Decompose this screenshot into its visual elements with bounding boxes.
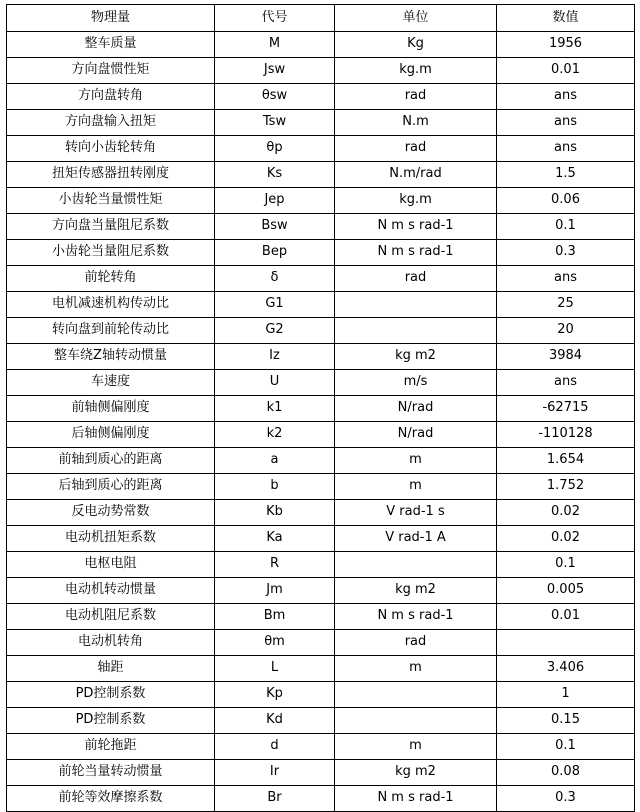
- column-header-quantity: 物理量: [7, 5, 215, 32]
- cell-symbol: Br: [215, 786, 335, 812]
- cell-symbol: Jsw: [215, 58, 335, 84]
- table-row: [7, 136, 635, 162]
- cell-value: 1.752: [497, 474, 635, 500]
- cell-quantity: 前轴到质心的距离: [7, 448, 215, 474]
- cell-value: 0.08: [497, 760, 635, 786]
- parameter-table: [6, 4, 635, 812]
- cell-value: 0.01: [497, 604, 635, 630]
- table-row: [7, 292, 635, 318]
- cell-symbol: b: [215, 474, 335, 500]
- cell-value: 0.1: [497, 734, 635, 760]
- cell-symbol: θsw: [215, 84, 335, 110]
- table-row: [7, 552, 635, 578]
- cell-symbol: Kd: [215, 708, 335, 734]
- cell-quantity: 整车质量: [7, 32, 215, 58]
- cell-symbol: Kb: [215, 500, 335, 526]
- cell-symbol: L: [215, 656, 335, 682]
- cell-unit: N/rad: [335, 396, 497, 422]
- cell-symbol: Ir: [215, 760, 335, 786]
- table-row: [7, 214, 635, 240]
- cell-unit: [335, 318, 497, 344]
- cell-symbol: d: [215, 734, 335, 760]
- cell-unit: [335, 708, 497, 734]
- cell-value: 1: [497, 682, 635, 708]
- cell-value: 0.01: [497, 58, 635, 84]
- cell-symbol: Bep: [215, 240, 335, 266]
- table-row: [7, 110, 635, 136]
- cell-quantity: 电机减速机构传动比: [7, 292, 215, 318]
- cell-quantity: 整车绕Z轴转动惯量: [7, 344, 215, 370]
- cell-quantity: 轴距: [7, 656, 215, 682]
- table-row: [7, 422, 635, 448]
- cell-symbol: Iz: [215, 344, 335, 370]
- cell-quantity: 后轴到质心的距离: [7, 474, 215, 500]
- cell-unit: rad: [335, 266, 497, 292]
- cell-unit: kg.m: [335, 188, 497, 214]
- cell-value: ans: [497, 136, 635, 162]
- cell-quantity: 转向盘到前轮传动比: [7, 318, 215, 344]
- cell-value: 0.02: [497, 526, 635, 552]
- cell-unit: kg m2: [335, 578, 497, 604]
- cell-value: 0.02: [497, 500, 635, 526]
- cell-symbol: k1: [215, 396, 335, 422]
- cell-unit: V rad-1 s: [335, 500, 497, 526]
- cell-unit: Kg: [335, 32, 497, 58]
- cell-unit: m: [335, 656, 497, 682]
- cell-unit: [335, 682, 497, 708]
- cell-value: 1956: [497, 32, 635, 58]
- cell-quantity: 电动机扭矩系数: [7, 526, 215, 552]
- cell-symbol: δ: [215, 266, 335, 292]
- cell-value: -62715: [497, 396, 635, 422]
- cell-quantity: PD控制系数: [7, 682, 215, 708]
- table-row: [7, 578, 635, 604]
- cell-symbol: Jm: [215, 578, 335, 604]
- cell-value: 3.406: [497, 656, 635, 682]
- cell-symbol: θm: [215, 630, 335, 656]
- cell-value: 0.15: [497, 708, 635, 734]
- cell-symbol: Bsw: [215, 214, 335, 240]
- cell-unit: kg m2: [335, 344, 497, 370]
- table-row: [7, 786, 635, 812]
- cell-symbol: Bm: [215, 604, 335, 630]
- cell-quantity: 电动机转角: [7, 630, 215, 656]
- cell-symbol: Jep: [215, 188, 335, 214]
- cell-unit: N m s rad-1: [335, 240, 497, 266]
- cell-value: 1.5: [497, 162, 635, 188]
- cell-unit: N m s rad-1: [335, 786, 497, 812]
- cell-unit: rad: [335, 84, 497, 110]
- cell-value: 25: [497, 292, 635, 318]
- cell-quantity: 方向盘惯性矩: [7, 58, 215, 84]
- column-header-unit: 单位: [335, 5, 497, 32]
- table-row: [7, 84, 635, 110]
- cell-quantity: PD控制系数: [7, 708, 215, 734]
- table-row: [7, 188, 635, 214]
- cell-quantity: 后轴侧偏刚度: [7, 422, 215, 448]
- cell-unit: [335, 292, 497, 318]
- cell-value: 0.3: [497, 786, 635, 812]
- cell-value: -110128: [497, 422, 635, 448]
- cell-unit: m: [335, 474, 497, 500]
- cell-unit: N/rad: [335, 422, 497, 448]
- cell-quantity: 前轮拖距: [7, 734, 215, 760]
- cell-value: 0.1: [497, 214, 635, 240]
- cell-quantity: 转向小齿轮转角: [7, 136, 215, 162]
- cell-value: ans: [497, 84, 635, 110]
- cell-value: ans: [497, 266, 635, 292]
- cell-quantity: 前轴侧偏刚度: [7, 396, 215, 422]
- table-row: [7, 630, 635, 656]
- cell-symbol: θp: [215, 136, 335, 162]
- table-row: [7, 266, 635, 292]
- column-header-value: 数值: [497, 5, 635, 32]
- table-row: [7, 162, 635, 188]
- cell-quantity: 前轮转角: [7, 266, 215, 292]
- cell-unit: m: [335, 734, 497, 760]
- cell-unit: N.m: [335, 110, 497, 136]
- cell-quantity: 电动机转动惯量: [7, 578, 215, 604]
- table-row: [7, 370, 635, 396]
- cell-symbol: a: [215, 448, 335, 474]
- cell-symbol: G1: [215, 292, 335, 318]
- table-row: [7, 708, 635, 734]
- table-row: [7, 604, 635, 630]
- cell-unit: kg m2: [335, 760, 497, 786]
- cell-quantity: 电枢电阻: [7, 552, 215, 578]
- table-header: [7, 5, 635, 32]
- cell-value: 1.654: [497, 448, 635, 474]
- cell-unit: m: [335, 448, 497, 474]
- cell-quantity: 方向盘转角: [7, 84, 215, 110]
- cell-unit: rad: [335, 630, 497, 656]
- table-row: [7, 526, 635, 552]
- column-header-symbol: 代号: [215, 5, 335, 32]
- cell-quantity: 小齿轮当量阻尼系数: [7, 240, 215, 266]
- cell-symbol: R: [215, 552, 335, 578]
- cell-symbol: Kp: [215, 682, 335, 708]
- cell-quantity: 电动机阻尼系数: [7, 604, 215, 630]
- cell-symbol: Ks: [215, 162, 335, 188]
- table-row: [7, 318, 635, 344]
- cell-quantity: 小齿轮当量惯性矩: [7, 188, 215, 214]
- table-row: [7, 760, 635, 786]
- cell-symbol: k2: [215, 422, 335, 448]
- cell-symbol: G2: [215, 318, 335, 344]
- cell-value: 3984: [497, 344, 635, 370]
- table-row: [7, 344, 635, 370]
- cell-value: 0.1: [497, 552, 635, 578]
- cell-symbol: M: [215, 32, 335, 58]
- cell-quantity: 反电动势常数: [7, 500, 215, 526]
- table-row: [7, 448, 635, 474]
- cell-unit: V rad-1 A: [335, 526, 497, 552]
- cell-value: 20: [497, 318, 635, 344]
- cell-symbol: Tsw: [215, 110, 335, 136]
- cell-quantity: 前轮当量转动惯量: [7, 760, 215, 786]
- cell-symbol: Ka: [215, 526, 335, 552]
- table-body: [7, 32, 635, 812]
- table-row: [7, 240, 635, 266]
- cell-quantity: 前轮等效摩擦系数: [7, 786, 215, 812]
- table-row: [7, 32, 635, 58]
- cell-unit: N.m/rad: [335, 162, 497, 188]
- table-row: [7, 682, 635, 708]
- cell-unit: rad: [335, 136, 497, 162]
- cell-unit: m/s: [335, 370, 497, 396]
- cell-symbol: U: [215, 370, 335, 396]
- cell-quantity: 扭矩传感器扭转刚度: [7, 162, 215, 188]
- cell-value: ans: [497, 370, 635, 396]
- table-row: [7, 656, 635, 682]
- table-header-row: [7, 5, 635, 32]
- cell-unit: N m s rad-1: [335, 604, 497, 630]
- table-row: [7, 396, 635, 422]
- cell-value: [497, 630, 635, 656]
- table-row: [7, 734, 635, 760]
- cell-unit: [335, 552, 497, 578]
- cell-quantity: 方向盘当量阻尼系数: [7, 214, 215, 240]
- table-row: [7, 500, 635, 526]
- cell-unit: kg.m: [335, 58, 497, 84]
- cell-value: ans: [497, 110, 635, 136]
- cell-unit: N m s rad-1: [335, 214, 497, 240]
- table-row: [7, 474, 635, 500]
- cell-quantity: 车速度: [7, 370, 215, 396]
- cell-quantity: 方向盘输入扭矩: [7, 110, 215, 136]
- cell-value: 0.06: [497, 188, 635, 214]
- table-row: [7, 58, 635, 84]
- cell-value: 0.3: [497, 240, 635, 266]
- cell-value: 0.005: [497, 578, 635, 604]
